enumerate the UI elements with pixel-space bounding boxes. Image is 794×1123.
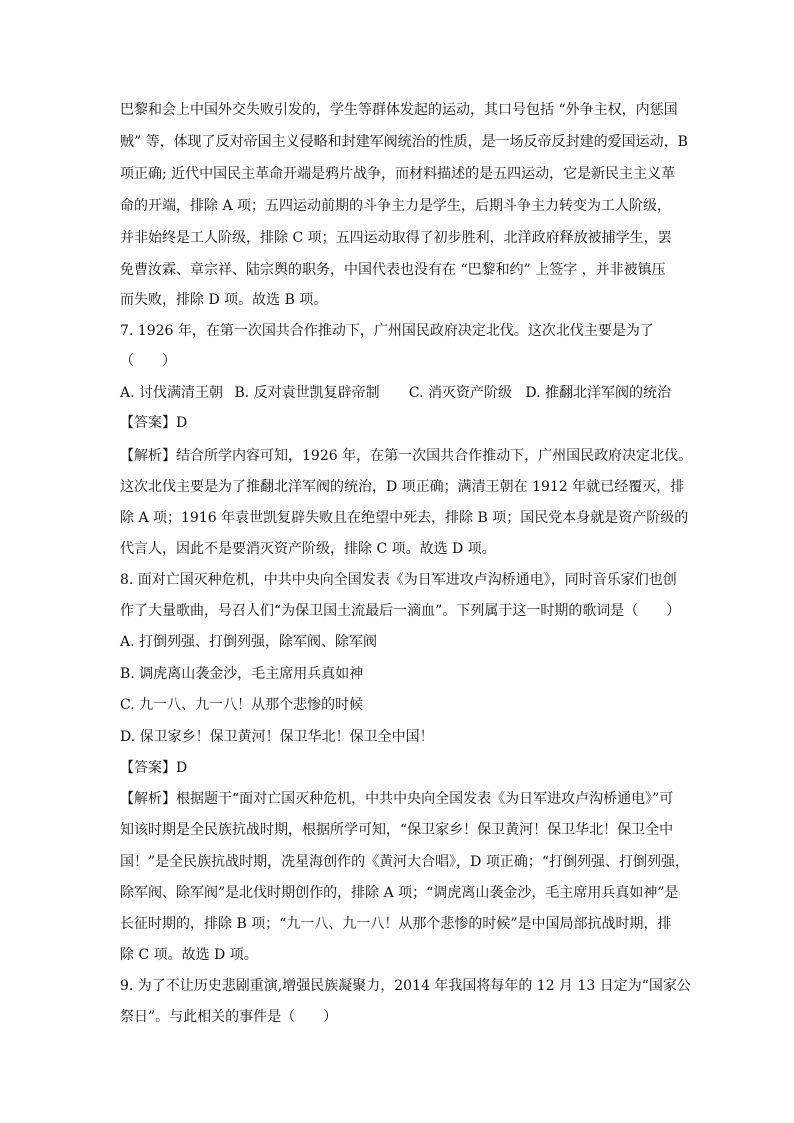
q7-analysis-line: 【解析】结合所学内容可知，1926 年，在第一次国共合作推动下，广州国民政府决定北伐。 xyxy=(120,448,693,464)
q6-analysis-line: 并非始终是工人阶级，排除 C 项；五四运动取得了初步胜利，北洋政府释放被捕学生，罢 xyxy=(120,230,672,246)
q7-option-c: C. 消灭资产阶级 xyxy=(408,385,513,401)
q8-option-c: C. 九一八、九一八！从那个悲惨的时候 xyxy=(120,697,364,713)
q7-stem-bracket: （ ） xyxy=(120,353,176,369)
q7-option-a: A. 讨伐满清王朝 xyxy=(120,385,224,401)
q7-option-d: D. 推翻北洋军阀的统治 xyxy=(525,385,671,401)
q9-stem: 祭日”。与此相关的事件是（ ） xyxy=(120,1009,338,1025)
q8-analysis-line: 国！”是全民族抗战时期，冼星海创作的《黄河大合唱》，D 项正确；“打倒列强、打倒列强， xyxy=(120,854,689,870)
q6-analysis-line: 而失败，排除 D 项。故选 B 项。 xyxy=(120,292,328,308)
q7-analysis-line: 除 A 项；1916 年袁世凯复辟失败且在绝望中死去，排除 B 项；国民党本身就是资产阶级的 xyxy=(120,510,689,526)
q8-analysis-line: 除 C 项。故选 D 项。 xyxy=(120,947,258,963)
q6-analysis-line: 项正确; 近代中国民主革命开端是鸦片战争，而材料描述的是五四运动，它是新民主主义革 xyxy=(120,166,676,182)
q7-stem: 7. 1926 年，在第一次国共合作推动下，广州国民政府决定北伐。这次北伐主要是为了 xyxy=(120,323,654,339)
q6-analysis-line: 命的开端，排除 A 项；五四运动前期的斗争主力是学生，后期斗争主力转变为工人阶级， xyxy=(120,198,672,214)
q6-analysis-line: 贼” 等，体现了反对帝国主义侵略和封建军阀统治的性质，是一场反帝反封建的爱国运动，B xyxy=(120,134,688,150)
q8-analysis-line: 除军阀、除军阀”是北伐时期创作的，排除 A 项；“调虎离山袭金沙，毛主席用兵真如神”是 xyxy=(120,885,679,901)
q7-analysis-line: 代言人，因此不是要消灭资产阶级，排除 C 项。故选 D 项。 xyxy=(120,541,496,557)
q7-options xyxy=(120,383,671,403)
q8-stem: 作了大量歌曲，号召人们“为保卫国土流最后一滴血”。下列属于这一时期的歌词是（ ） xyxy=(120,603,681,619)
q8-option-b: B. 调虎离山袭金沙，毛主席用兵真如神 xyxy=(120,666,364,682)
q8-answer: 【答案】D xyxy=(120,760,188,776)
q7-option-b: B. 反对袁世凯复辟帝制 xyxy=(234,385,380,401)
q8-option-d: D. 保卫家乡！保卫黄河！保卫华北！保卫全中国！ xyxy=(120,729,434,745)
q8-stem: 8. 面对亡国灭种危机，中共中央向全国发表《为日军进攻卢沟桥通电》，同时音乐家们也创 xyxy=(120,572,677,588)
q8-analysis-line: 知该时期是全民族抗战时期，根据所学可知，“保卫家乡！保卫黄河！保卫华北！保卫全中 xyxy=(120,822,674,838)
q6-analysis-line: 免曹汝霖、章宗祥、陆宗舆的职务，中国代表也没有在 “巴黎和约” 上签字 ，并非被镇压 xyxy=(120,262,666,278)
q8-option-a: A. 打倒列强、打倒列强，除军阀、除军阀 xyxy=(120,634,378,650)
q8-analysis-line: 长征时期的，排除 B 项；“九一八、九一八！从那个悲惨的时候”是中国局部抗战时期，排 xyxy=(120,916,672,932)
q9-stem: 9. 为了不让历史悲剧重演,增强民族凝聚力，2014 年我国将每年的 12 月 13 日定为“国家公 xyxy=(120,978,691,994)
q7-answer: 【答案】D xyxy=(120,415,188,431)
q8-analysis-line: 【解析】根据题干“面对亡国灭种危机，中共中央向全国发表《为日军进攻卢沟桥通电》”可 xyxy=(120,791,674,807)
q6-analysis-line: 巴黎和会上中国外交失败引发的，学生等群体发起的运动，其口号包括 “外争主权，内惩国 xyxy=(120,102,678,118)
q7-analysis-line: 这次北伐主要是为了推翻北洋军阀的统治，D 项正确；满清王朝在 1912 年就已经覆灭，排 xyxy=(120,479,685,495)
